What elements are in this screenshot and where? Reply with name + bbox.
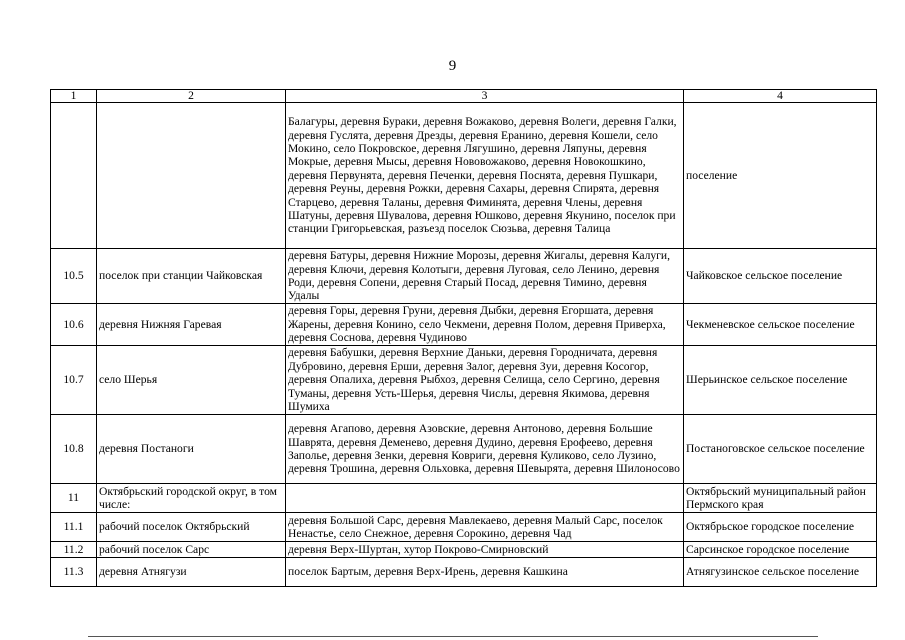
row-admin-center: рабочий поселок Октябрьский — [97, 513, 286, 542]
row-settlements: деревня Бабушки, деревня Верхние Даньки, деревня Городничата, деревня Дубровино, деревня Ерши, деревня Залог, деревня Зуи, деревня Косогор, деревня Опалиха, деревня Рыбхоз, деревня Селища, село Сергино, деревня Туманы, деревня Усть-Шерья, деревня Числы, деревня Якимова, деревня Шумиха — [286, 346, 684, 415]
row-number: 10.6 — [51, 304, 97, 346]
row-municipality: Октябрьское городское поселение — [684, 513, 877, 542]
row-municipality: Октябрьский муниципальный район Пермского края — [684, 484, 877, 513]
row-municipality: Постаноговское сельское поселение — [684, 415, 877, 484]
row-admin-center — [97, 103, 286, 249]
row-admin-center: село Шерья — [97, 346, 286, 415]
row-admin-center: рабочий поселок Сарс — [97, 542, 286, 558]
table-row — [51, 558, 877, 587]
row-municipality: Чайковское сельское поселение — [684, 249, 877, 304]
row-settlements: деревня Верх-Шуртан, хутор Покрово-Смирновский — [286, 542, 684, 558]
table-row — [51, 346, 877, 415]
table-row — [51, 484, 877, 513]
row-municipality: Чекменевское сельское поселение — [684, 304, 877, 346]
row-admin-center: деревня Атнягузи — [97, 558, 286, 587]
header-col-4: 4 — [684, 90, 877, 103]
row-settlements: деревня Агапово, деревня Азовские, деревня Антоново, деревня Большие Шаврята, деревня Деменево, деревня Дудино, деревня Ерофеево, деревня Заполье, деревня Зенки, деревня Ковриги, деревня Куликово, село Лузино, деревня Трошина, деревня Ольховка, деревня Шевырята, деревня Шилоносово — [286, 415, 684, 484]
row-number: 11.2 — [51, 542, 97, 558]
row-number: 10.7 — [51, 346, 97, 415]
header-col-1: 1 — [51, 90, 97, 103]
row-admin-center: деревня Нижняя Гаревая — [97, 304, 286, 346]
row-admin-center: Октябрьский городской округ, в том числе: — [97, 484, 286, 513]
row-settlements: деревня Большой Сарс, деревня Мавлекаево, деревня Малый Сарс, поселок Ненастье, село Снежное, деревня Сорокино, деревня Чад — [286, 513, 684, 542]
row-settlements: поселок Бартым, деревня Верх-Ирень, деревня Кашкина — [286, 558, 684, 587]
table-row — [51, 415, 877, 484]
table-row — [51, 304, 877, 346]
header-row — [51, 90, 877, 103]
row-municipality: поселение — [684, 103, 877, 249]
row-settlements: Балагуры, деревня Бураки, деревня Вожаково, деревня Волеги, деревня Галки, деревня Гуслята, деревня Дрезды, деревня Еранино, деревня Кошели, село Мокино, село Покровское, деревня Лягушино, деревня Ляпуны, деревня Мокрые, деревня Мысы, деревня Нововожаково, деревня Новокошкино, деревня Первунята, деревня Печенки, деревня Поснята, деревня Пушкари, деревня Реуны, деревня Рожки, деревня Сахары, деревня Спирята, деревня Старцево, деревня Таланы, деревня Фиминята, деревня Члены, деревня Шатуны, деревня Шувалова, деревня Юшково, деревня Якунино, поселок при станции Григорьевская, разъезд поселок Сюзьва, деревня Талица — [286, 103, 684, 249]
row-number: 11.1 — [51, 513, 97, 542]
row-number: 11.3 — [51, 558, 97, 587]
table-row — [51, 103, 877, 249]
row-admin-center: поселок при станции Чайковская — [97, 249, 286, 304]
row-settlements: деревня Горы, деревня Груни, деревня Дыбки, деревня Егоршата, деревня Жарены, деревня Конино, село Чекмени, деревня Полом, деревня Приверха, деревня Соснова, деревня Чудиново — [286, 304, 684, 346]
row-number: 10.5 — [51, 249, 97, 304]
row-admin-center: деревня Постаноги — [97, 415, 286, 484]
header-col-2: 2 — [97, 90, 286, 103]
settlements-table — [50, 89, 877, 587]
row-municipality: Атнягузинское сельское поселение — [684, 558, 877, 587]
row-number — [51, 103, 97, 249]
row-number: 10.8 — [51, 415, 97, 484]
page-number: 9 — [448, 58, 457, 74]
header-col-3: 3 — [286, 90, 684, 103]
row-settlements: деревня Батуры, деревня Нижние Морозы, деревня Жигалы, деревня Калуги, деревня Ключи, деревня Колотыги, деревня Луговая, село Ленино, деревня Роди, деревня Сопени, деревня Старый Посад, деревня Тимино, деревня Удалы — [286, 249, 684, 304]
table-row — [51, 513, 877, 542]
row-municipality: Шерьинское сельское поселение — [684, 346, 877, 415]
row-settlements — [286, 484, 684, 513]
table-row — [51, 542, 877, 558]
row-number: 11 — [51, 484, 97, 513]
row-municipality: Сарсинское городское поселение — [684, 542, 877, 558]
table-row — [51, 249, 877, 304]
footer-rule — [88, 636, 818, 637]
